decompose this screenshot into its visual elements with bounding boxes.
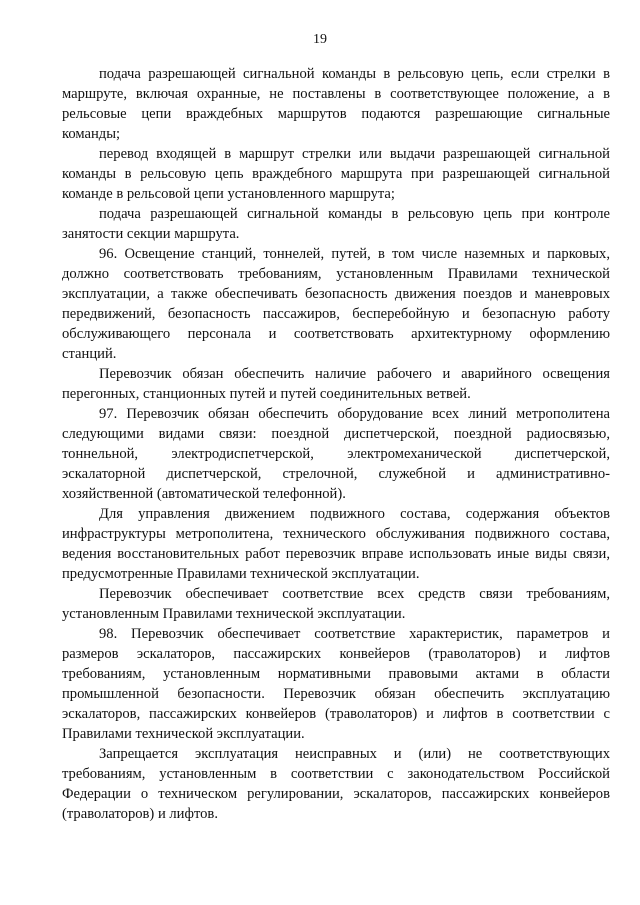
text-line: тоннельной, электродиспетчерской, электромеханической диспетчерской, <box>62 446 610 462</box>
text-line: Запрещается эксплуатация неисправных и (или) не соответствующих <box>99 746 610 762</box>
text-line: Для управления движением подвижного состава, содержания объектов <box>99 506 610 522</box>
text-line: следующими видами связи: поездной диспетчерской, поездной радиосвязью, <box>62 426 610 442</box>
text-line: требованиям, установленным нормативными правовыми актами в области <box>62 666 610 682</box>
text-line: станций. <box>62 346 117 362</box>
paragraph <box>62 204 610 244</box>
text-line: 97. Перевозчик обязан обеспечить оборудование всех линий метрополитена <box>99 406 610 422</box>
text-line: эскалаторов, пассажирских конвейеров (траволаторов) и лифтов в соответствии с <box>62 706 610 722</box>
paragraph <box>62 504 610 584</box>
text-line: передвижений, безопасность пассажиров, бесперебойную и безопасную работу <box>62 306 610 322</box>
paragraph <box>62 364 610 404</box>
paragraph <box>62 244 610 364</box>
paragraph <box>62 64 610 144</box>
paragraph <box>62 744 610 824</box>
text-line: 96. Освещение станций, тоннелей, путей, в том числе наземных и парковых, <box>99 246 610 262</box>
paragraph <box>62 404 610 504</box>
text-line: 98. Перевозчик обеспечивает соответствие характеристик, параметров и <box>99 626 610 642</box>
text-line: промышленной безопасности. Перевозчик обязан обеспечить эксплуатацию <box>62 686 610 702</box>
paragraph <box>62 624 610 744</box>
text-line: размеров эскалаторов, пассажирских конвейеров (траволаторов) и лифтов <box>62 646 610 662</box>
text-line: перевод входящей в маршрут стрелки или выдачи разрешающей сигнальной <box>99 146 610 162</box>
text-line: Перевозчик обязан обеспечить наличие рабочего и аварийного освещения <box>99 366 610 382</box>
text-line: эксплуатации, а также обеспечивать безопасность движения поездов и маневровых <box>62 286 610 302</box>
text-line: ведения восстановительных работ перевозчик вправе использовать иные виды связи, <box>62 546 610 562</box>
text-line: должно соответствовать требованиям, установленным Правилами технической <box>62 266 610 282</box>
paragraph <box>62 584 610 624</box>
text-line: обслуживающего персонала и соответствовать архитектурному оформлению <box>62 326 610 342</box>
text-line: Перевозчик обеспечивает соответствие всех средств связи требованиям, <box>99 586 610 602</box>
text-line: хозяйственной (автоматической телефонной). <box>62 486 346 502</box>
text-line: требованиям, установленным в соответствии с законодательством Российской <box>62 766 610 782</box>
document-body <box>62 64 610 824</box>
text-line: инфраструктуры метрополитена, технического обслуживания подвижного состава, <box>62 526 610 542</box>
text-line: предусмотренные Правилами технической эксплуатации. <box>62 566 420 582</box>
text-line: подача разрешающей сигнальной команды в рельсовую цепь, если стрелки в <box>99 66 610 82</box>
text-line: эскалаторной диспетчерской, стрелочной, служебной и административно- <box>62 466 610 482</box>
text-line: команде в рельсовой цепи установленного маршрута; <box>62 186 395 202</box>
text-line: перегонных, станционных путей и путей соединительных ветвей. <box>62 386 471 402</box>
text-line: Правилами технической эксплуатации. <box>62 726 305 742</box>
paragraph <box>62 144 610 204</box>
text-line: (траволаторов) и лифтов. <box>62 806 218 822</box>
text-line: команды; <box>62 126 121 142</box>
text-line: занятости секции маршрута. <box>62 226 240 242</box>
text-line: маршруте, включая охранные, не поставлены в соответствующее положение, а в <box>62 86 610 102</box>
text-line: команды в рельсовую цепь враждебного маршрута при разрешающей сигнальной <box>62 166 610 182</box>
text-line: подача разрешающей сигнальной команды в рельсовую цепь при контроле <box>99 206 610 222</box>
text-line: установленным Правилами технической эксплуатации. <box>62 606 406 622</box>
text-line: Федерации о техническом регулировании, эскалаторов, пассажирских конвейеров <box>62 786 610 802</box>
page-number: 19 <box>313 32 327 47</box>
text-line: рельсовые цепи враждебных маршрутов подаются разрешающие сигнальные <box>62 106 610 122</box>
